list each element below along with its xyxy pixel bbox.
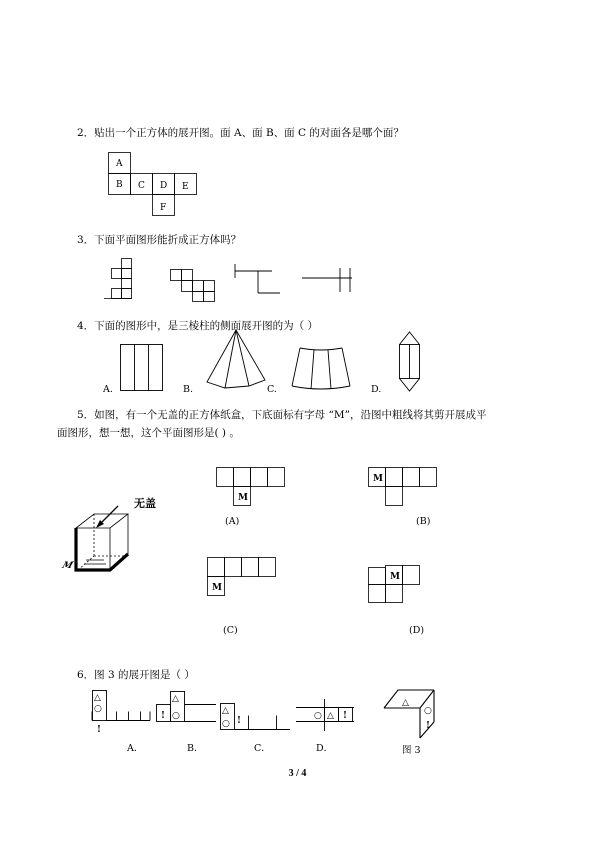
q6-option-a-label: A． (127, 743, 144, 754)
q5-option-a-label: (A) (225, 516, 240, 527)
face-a-label: A (116, 159, 123, 169)
face-e-label: E (182, 182, 189, 192)
q4-option-c-label: C. (267, 384, 277, 395)
q6-b-triangle: △ (172, 694, 179, 704)
q6-c-circle: ○ (222, 719, 230, 729)
q6-c-bang: ! (237, 716, 241, 726)
q6-option-c-label: C． (254, 743, 271, 754)
q4-text: 4．下面的图形中，是三棱柱的侧面展开图的为（ ） (77, 320, 319, 332)
q5-option-d-net (368, 565, 424, 605)
q6-option-d-label: D． (316, 743, 334, 754)
q6-option-c-net (218, 697, 290, 733)
q6-option-d-net (296, 697, 358, 733)
q6-figure-3-cube (380, 686, 440, 742)
q6-c-triangle: △ (222, 706, 229, 716)
q6-d-bang: ! (343, 711, 347, 721)
q6-b-bang: ! (161, 711, 165, 721)
q5-text-line2: 面图形，想一想，这个平面图形是( ) 。 (57, 427, 240, 439)
q4-option-b-figure (205, 328, 267, 390)
q5-option-d-m: M (390, 572, 400, 582)
q6-fig-triangle: △ (402, 698, 409, 708)
q4-option-b-label: B. (183, 384, 194, 395)
q5-option-c-label: (C) (223, 625, 238, 636)
q4-option-a-figure (120, 344, 166, 392)
q6-a-circle: ○ (94, 704, 102, 714)
page-number: 3 / 4 (288, 768, 307, 779)
q6-d-circle: ○ (314, 711, 322, 721)
q6-fig-bang: ! (426, 721, 430, 731)
q5-option-d-label: (D) (409, 625, 425, 636)
q6-b-circle: ○ (172, 711, 180, 721)
q6-option-b-label: B． (187, 743, 204, 754)
q5-option-a-net (216, 467, 292, 507)
q6-option-a-net (92, 690, 152, 734)
q6-fig-circle: ○ (424, 706, 432, 716)
q4-option-d-label: D. (371, 384, 382, 395)
q5-option-a-m: M (238, 493, 248, 503)
q3-text: 3．下面平面图形能折成正方体吗？ (77, 234, 242, 246)
q6-d-triangle: △ (327, 711, 334, 721)
q3-net-2 (170, 266, 218, 302)
q3-net-1 (104, 258, 144, 303)
q5-option-c-net (207, 557, 283, 597)
face-d-label: D (160, 181, 168, 191)
q5-option-c-m: M (212, 583, 222, 593)
q4-option-d-figure (395, 330, 425, 394)
q5-text-line1: 5．如图，有一个无盖的正方体纸盒，下底面标有字母 “M”，沿图中粗线将其剪开展成平 (77, 409, 487, 421)
q6-a-bang: ! (97, 725, 101, 735)
q3-net-3 (232, 262, 282, 298)
face-f-label: F (160, 203, 167, 213)
q5-option-b-net (368, 467, 444, 507)
q4-option-c-figure (290, 346, 352, 392)
q4-option-a-label: A. (103, 384, 113, 395)
q2-cube-net (108, 152, 200, 218)
q5-option-b-label: (B) (416, 516, 431, 527)
q6-a-triangle: △ (94, 693, 101, 703)
face-c-label: C (138, 181, 145, 191)
q6-text: 6．图 3 的展开图是（ ） (77, 669, 195, 681)
q5-no-lid-label: 无盖 (134, 497, 156, 510)
q6-figure-3-label: 图 3 (402, 745, 421, 756)
face-b-label: B (116, 180, 123, 190)
q5-option-b-m: M (373, 474, 383, 484)
q5-box-letter: M (60, 560, 75, 571)
q2-text: 2．贴出一个正方体的展开图。面 A、面 B、面 C 的对面各是哪个面？ (77, 127, 404, 139)
q6-option-b-net (156, 690, 220, 734)
q3-net-4 (302, 264, 354, 294)
